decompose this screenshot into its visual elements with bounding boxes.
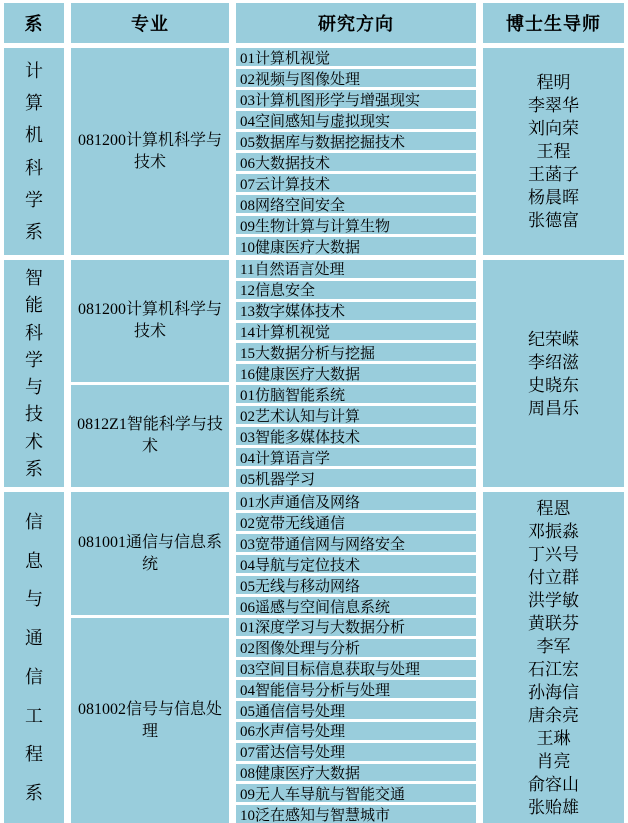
research-direction: 08健康医疗大数据 [236, 764, 476, 782]
header-department: 系 [4, 3, 64, 43]
supervisor-name: 丁兴号 [528, 544, 579, 564]
supervisor-name: 纪荣嵘 [528, 329, 579, 349]
department-section [4, 492, 624, 823]
supervisor-name: 周昌乐 [528, 398, 579, 418]
supervisor-name: 洪学敏 [528, 590, 579, 610]
majors-area [71, 48, 476, 255]
research-direction: 08网络空间安全 [236, 195, 476, 213]
research-direction: 05无线与移动网络 [236, 576, 476, 594]
majors-area [71, 492, 476, 823]
header-doctoral-supervisor: 博士生导师 [483, 3, 624, 43]
supervisor-name: 张贻雄 [528, 797, 579, 817]
research-direction: 09生物计算与计算生物 [236, 216, 476, 234]
research-direction: 04空间感知与虚拟现实 [236, 111, 476, 129]
research-direction: 09无人车导航与智能交通 [236, 784, 476, 802]
supervisor-name: 肖亮 [536, 751, 571, 771]
department-name [4, 48, 64, 255]
department-name-char: 科 [25, 322, 43, 343]
table-sections [4, 48, 624, 823]
department-name [4, 260, 64, 487]
department-section [4, 48, 624, 255]
major-block [71, 260, 476, 382]
research-direction: 02图像处理与分析 [236, 639, 476, 657]
department-name [4, 492, 64, 823]
department-name-char: 信 [25, 511, 43, 532]
research-direction: 04导航与定位技术 [236, 555, 476, 573]
supervisors-list [483, 492, 624, 823]
major-block [71, 48, 476, 255]
major-block [71, 492, 476, 615]
supervisor-name: 史晓东 [528, 375, 579, 395]
directions-list [236, 492, 476, 615]
supervisor-name: 李翠华 [528, 96, 579, 115]
supervisor-name: 石江宏 [528, 659, 579, 679]
research-direction: 05通信信号处理 [236, 701, 476, 719]
header-major: 专业 [71, 3, 229, 43]
supervisor-name: 邓振淼 [528, 521, 579, 541]
supervisor-name: 李绍滋 [528, 352, 579, 372]
research-direction: 03计算机图形学与增强现实 [236, 90, 476, 108]
major-name: 081200计算机科学与技术 [71, 48, 229, 255]
research-direction: 05数据库与数据挖掘技术 [236, 132, 476, 150]
supervisor-name: 王程 [536, 142, 571, 161]
research-direction: 01仿脑智能系统 [236, 385, 476, 403]
major-name: 081200计算机科学与技术 [71, 260, 229, 382]
supervisor-name: 俞容山 [528, 774, 579, 794]
supervisor-name: 李军 [536, 636, 571, 656]
supervisor-name: 杨晨晖 [528, 188, 579, 207]
department-name-char: 计 [25, 61, 43, 82]
department-name-char: 算 [25, 93, 43, 114]
department-name-char: 程 [25, 744, 43, 765]
research-direction: 04计算语言学 [236, 448, 476, 466]
research-direction: 07云计算技术 [236, 174, 476, 192]
directions-list [236, 618, 476, 823]
department-name-char: 智 [25, 268, 43, 289]
supervisor-name: 张德富 [528, 211, 579, 230]
department-name-char: 系 [25, 221, 43, 242]
supervisor-name: 程明 [536, 73, 571, 92]
research-direction: 03智能多媒体技术 [236, 427, 476, 445]
research-direction: 01水声通信及网络 [236, 492, 476, 510]
department-name-char: 学 [25, 349, 43, 370]
department-name-char: 系 [25, 783, 43, 804]
research-direction: 07雷达信号处理 [236, 743, 476, 761]
department-name-char: 术 [25, 431, 43, 452]
supervisors-list [483, 260, 624, 487]
department-name-char: 技 [25, 404, 43, 425]
research-direction: 12信息安全 [236, 281, 476, 299]
department-name-char: 信 [25, 666, 43, 687]
majors-area [71, 260, 476, 487]
research-direction: 16健康医疗大数据 [236, 364, 476, 382]
research-direction: 05机器学习 [236, 469, 476, 487]
research-direction: 14计算机视觉 [236, 323, 476, 341]
major-name: 081002信号与信息处理 [71, 618, 229, 823]
directions-list [236, 48, 476, 255]
research-direction: 06遥感与空间信息系统 [236, 597, 476, 615]
supervisor-name: 唐余亮 [528, 705, 579, 725]
research-direction: 02宽带无线通信 [236, 513, 476, 531]
research-direction: 03空间目标信息获取与处理 [236, 660, 476, 678]
research-direction: 02视频与图像处理 [236, 69, 476, 87]
directions-list [236, 385, 476, 487]
research-direction: 04智能信号分析与处理 [236, 680, 476, 698]
supervisor-name: 孙海信 [528, 682, 579, 702]
research-direction: 13数字媒体技术 [236, 302, 476, 320]
research-direction: 02艺术认知与计算 [236, 406, 476, 424]
research-direction: 01计算机视觉 [236, 48, 476, 66]
research-direction: 10泛在感知与智慧城市 [236, 805, 476, 823]
research-direction: 03宽带通信网与网络安全 [236, 534, 476, 552]
supervisor-name: 黄联芬 [528, 613, 579, 633]
major-name: 081001通信与信息系统 [71, 492, 229, 615]
supervisor-name: 付立群 [528, 567, 579, 587]
directions-list [236, 260, 476, 382]
table-header-row [4, 3, 624, 43]
department-name-char: 通 [25, 628, 43, 649]
department-name-char: 学 [25, 189, 43, 210]
research-direction: 06水声信号处理 [236, 722, 476, 740]
department-name-char: 与 [25, 589, 43, 610]
research-direction: 01深度学习与大数据分析 [236, 618, 476, 636]
research-direction: 06大数据技术 [236, 153, 476, 171]
supervisor-name: 王菡子 [528, 165, 579, 184]
department-name-char: 工 [25, 705, 43, 726]
supervisor-name: 刘向荣 [528, 119, 579, 138]
department-name-char: 与 [25, 377, 43, 398]
department-name-char: 机 [25, 125, 43, 146]
department-name-char: 系 [25, 458, 43, 479]
department-name-char: 科 [25, 157, 43, 178]
major-name: 0812Z1智能科学与技术 [71, 385, 229, 487]
department-section [4, 260, 624, 487]
major-block [71, 385, 476, 487]
header-research-direction: 研究方向 [236, 3, 476, 43]
research-direction: 15大数据分析与挖掘 [236, 343, 476, 361]
supervisor-name: 程恩 [536, 498, 571, 518]
department-name-char: 能 [25, 295, 43, 316]
department-name-char: 息 [25, 550, 43, 571]
research-direction: 11自然语言处理 [236, 260, 476, 278]
supervisors-list [483, 48, 624, 255]
supervisor-name: 王琳 [536, 728, 571, 748]
research-direction: 10健康医疗大数据 [236, 237, 476, 255]
major-block [71, 618, 476, 823]
